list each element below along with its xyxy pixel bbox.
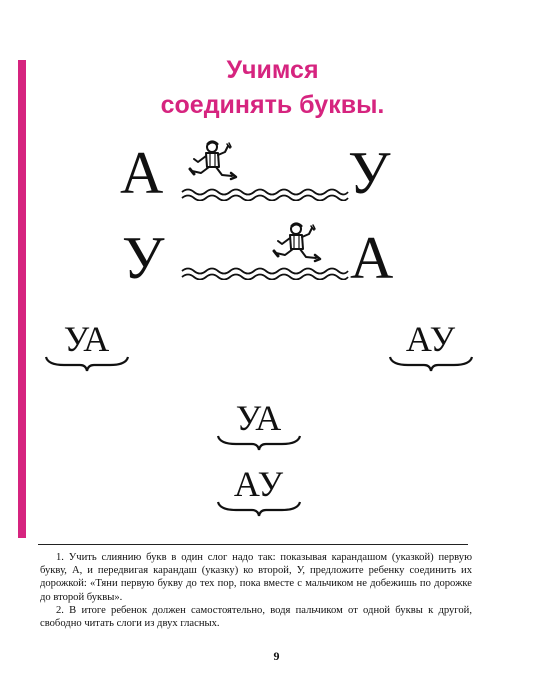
syllable-text: УА: [235, 398, 283, 438]
footnote-2: 2. В итоге ребенок должен самостоятельно, водя пальчиком от одной буквы к другой, свободно читать слоги из двух гласных.: [40, 604, 472, 630]
row2-start-letter: У: [122, 225, 165, 291]
footnote-1: 1. Учить слиянию букв в один слог надо так: показывая карандашом (указкой) первую букву, А, и передвигая карандаш (указку) ко второй, У, предложите ребенку соединить их дорожкой: «Тяни первую букву до тех пор, пока вместе с мальчиком не добежишь по дорожке до второй буквы».: [40, 552, 472, 603]
syllable-arc-icon: [42, 355, 132, 375]
footnotes: [40, 551, 472, 630]
syllable-text: УА: [63, 319, 111, 359]
running-boy-icon: [272, 222, 324, 268]
syllable-arc-icon: [386, 355, 476, 375]
wavy-path-icon: [180, 266, 350, 280]
page-number: 9: [273, 649, 280, 663]
wavy-path-icon: [180, 187, 350, 201]
page-title-line-2: соединять буквы.: [160, 91, 385, 119]
row1-start-letter: А: [120, 140, 164, 206]
syllable-text: АУ: [405, 319, 457, 359]
accent-bar: [18, 60, 26, 538]
row2-end-letter: А: [350, 225, 394, 291]
syllable-arc-icon: [214, 500, 304, 520]
syllable-text: АУ: [233, 464, 285, 504]
syllable-au-right: [386, 321, 476, 381]
running-boy-icon: [188, 140, 240, 186]
page-title-line-1: Учимся: [226, 56, 319, 84]
syllable-au-center: [214, 466, 304, 526]
row1-end-letter: У: [348, 140, 391, 206]
syllable-ua-left: [42, 321, 132, 381]
syllable-arc-icon: [214, 434, 304, 454]
syllable-ua-center: [214, 400, 304, 460]
footnote-divider: [38, 544, 468, 545]
